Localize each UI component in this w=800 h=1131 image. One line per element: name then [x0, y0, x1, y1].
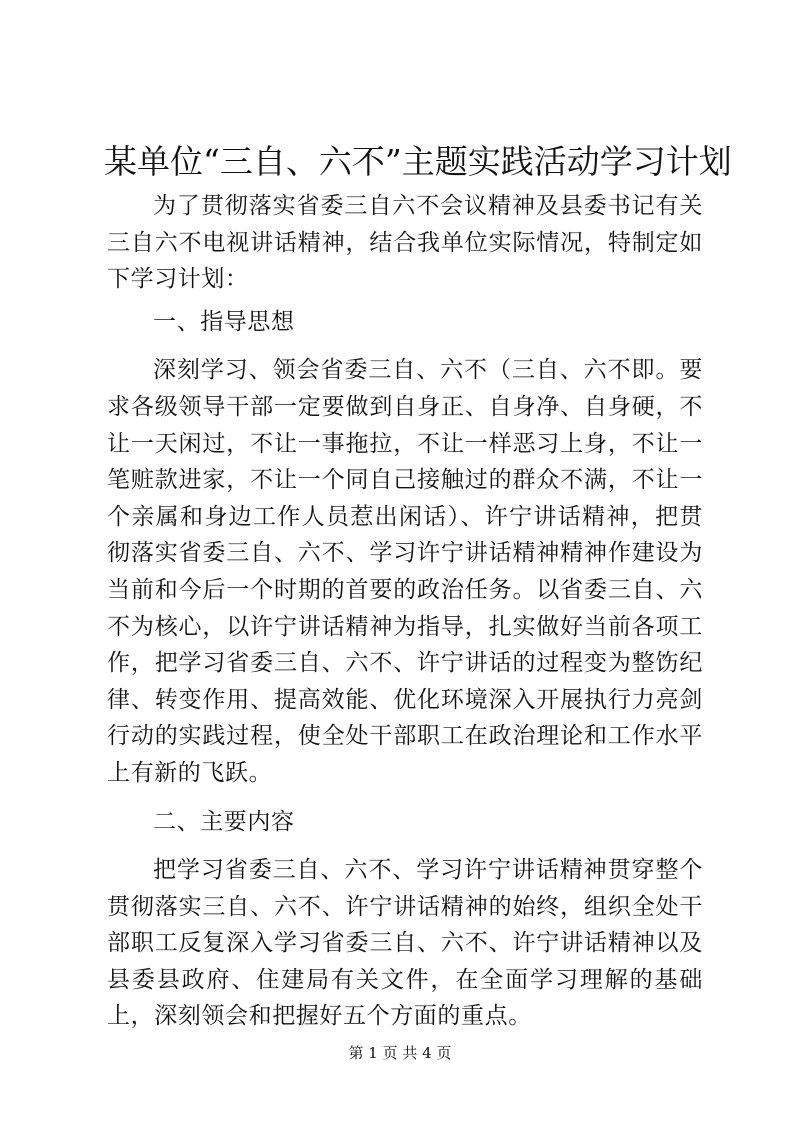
- page-number-footer: 第 1 页 共 4 页: [348, 1044, 452, 1062]
- intro-paragraph: 为了贯彻落实省委三自六不会议精神及县委书记有关三自六不电视讲话精神，结合我单位实际情况，特制定如下学习计划：: [107, 193, 703, 293]
- section-heading-guiding-thought: 一、指导思想: [153, 308, 295, 335]
- section-heading-main-content: 二、主要内容: [153, 808, 295, 835]
- document-body: [107, 188, 703, 1035]
- section-body-guiding-thought: 深刻学习、领会省委三自、六不（三自、六不即。要求各级领导干部一定要做到自身正、自身净、自身硬，不让一天闲过，不让一事拖拉，不让一样恶习上身，不让一笔赃款进家，不让一个同自己接触过的群众不满，不让一个亲属和身边工作人员惹出闲话）、许宁讲话精神，把贯彻落实省委三自、六不、学习许宁讲话精神精神作建设为当前和今后一个时期的首要的政治任务。以省委三自、六不为核心，以许宁讲话精神为指导，扎实做好当前各项工作，把学习省委三自、六不、许宁讲话的过程变为整饬纪律、转变作用、提高效能、优化环境深入开展执行力亮剑行动的实践过程，使全处干部职工在政治理论和工作水平上有新的飞跃。: [107, 357, 703, 786]
- document-title: 某单位“三自、六不”主题实践活动学习计划: [104, 142, 732, 181]
- section-body-main-content: 把学习省委三自、六不、学习许宁讲话精神贯穿整个贯彻落实三自、六不、许宁讲话精神的始终，组织全处干部职工反复深入学习省委三自、六不、许宁讲话精神以及县委县政府、住建局有关文件，在全面学习理解的基础上，深刻领会和把握好五个方面的重点。: [107, 857, 703, 1030]
